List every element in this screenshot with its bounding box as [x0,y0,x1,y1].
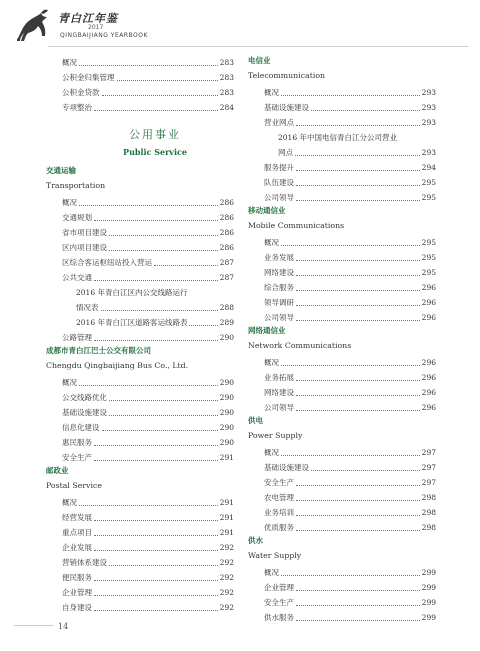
toc-entry[interactable]: 队伍建设 295 [264,178,436,187]
toc-entry[interactable]: 概况 297 [264,448,436,457]
toc-entry[interactable]: 公路管理 290 [62,333,234,342]
toc-entry[interactable]: 区综合客运枢纽站投入营运 287 [62,258,234,267]
section-title-en: Transportation [46,181,106,190]
section-title-en: Mobile Communications [248,221,345,230]
toc-entry[interactable]: 情况表 288 [76,303,234,312]
chapter-title-cn: 公用事业 [129,128,181,141]
toc-entry[interactable]: 农电管理 298 [264,493,436,502]
section-title-cn: 供电 [248,416,263,425]
toc-entry[interactable]: 公积金归集管理 283 [62,73,234,82]
yearbook-title-en: QINGBAIJIANG YEARBOOK [60,32,148,39]
toc-entry[interactable]: 企业发展 292 [62,543,234,552]
toc-entry[interactable]: 安全生产 297 [264,478,436,487]
section-title-en: Water Supply [248,551,302,560]
toc-entry[interactable]: 概况 299 [264,568,436,577]
toc-entry[interactable]: 综合服务 296 [264,283,436,292]
toc-entry[interactable]: 交通规划 286 [62,213,234,222]
section-title-en: Postal Service [46,481,102,490]
toc-entry[interactable]: 省市项目建设 286 [62,228,234,237]
toc-entry[interactable]: 基础设施建设 293 [264,103,436,112]
toc-entry[interactable]: 专项整治 284 [62,103,234,112]
toc-entry[interactable]: 信息化建设 290 [62,423,234,432]
toc-entry[interactable]: 服务提升 294 [264,163,436,172]
yearbook-title-cn: 青白江年鉴 [58,12,118,25]
toc-entry[interactable]: 公交线路优化 290 [62,393,234,402]
toc-entry[interactable]: 优质服务 298 [264,523,436,532]
section-title-en: Chengdu Qingbaijiang Bus Co., Ltd. [46,361,189,370]
toc-entry[interactable]: 经营发展 291 [62,513,234,522]
toc-entry[interactable]: 惠民服务 290 [62,438,234,447]
toc-entry[interactable]: 网络建设 296 [264,388,436,397]
toc-entry[interactable]: 公司领导 296 [264,313,436,322]
toc-entry[interactable]: 公司领导 296 [264,403,436,412]
toc-entry[interactable]: 区内项目建设 286 [62,243,234,252]
toc-entry[interactable]: 供水服务 299 [264,613,436,622]
toc-right-column [248,54,436,624]
toc-entry[interactable]: 领导调研 296 [264,298,436,307]
toc-entry[interactable]: 企业管理 292 [62,588,234,597]
toc-entry[interactable]: 安全生产 299 [264,598,436,607]
section-title-cn: 电信业 [248,56,271,65]
toc-left-column [46,54,234,614]
footer-divider [14,625,54,626]
toc-entry[interactable]: 公司领导 295 [264,193,436,202]
section-title-cn: 邮政业 [46,466,69,475]
toc-entry[interactable]: 营业网点 293 [264,118,436,127]
toc-table-title: 2016 年中国电信青白江分公司营业 [278,133,397,142]
horse-logo-icon [14,8,56,44]
toc-entry[interactable]: 业务培训 298 [264,508,436,517]
toc-entry[interactable]: 网点 293 [278,148,436,157]
toc-entry[interactable]: 概况 293 [264,88,436,97]
toc-entry[interactable]: 公积金贷款 283 [62,88,234,97]
toc-entry[interactable]: 业务发展 295 [264,253,436,262]
toc-entry[interactable]: 概况 286 [62,198,234,207]
toc-entry[interactable]: 概况 290 [62,378,234,387]
section-title-cn: 交通运输 [46,166,76,175]
page-number: 14 [58,622,69,631]
yearbook-header [14,8,214,48]
section-title-en: Network Communications [248,341,352,350]
toc-entry[interactable]: 2016 年青白江区道路客运线路表 289 [76,318,234,327]
header-divider [48,46,468,47]
toc-entry[interactable]: 概况 291 [62,498,234,507]
toc-entry[interactable]: 概况 295 [264,238,436,247]
section-title-cn: 成都市青白江巴士公交有限公司 [46,346,151,355]
toc-entry[interactable]: 自身建设 292 [62,603,234,612]
toc-table-title: 2016 年青白江区内公交线路运行 [76,288,188,297]
section-title-cn: 网络通信业 [248,326,286,335]
yearbook-year: 2017 [88,24,104,31]
toc-entry[interactable]: 业务拓展 296 [264,373,436,382]
toc-entry[interactable]: 概况 296 [264,358,436,367]
section-title-cn: 供水 [248,536,263,545]
toc-entry[interactable]: 概况 283 [62,58,234,67]
toc-entry[interactable]: 企业管理 299 [264,583,436,592]
toc-entry[interactable]: 营销体系建设 292 [62,558,234,567]
toc-entry[interactable]: 重点项目 291 [62,528,234,537]
section-title-cn: 移动通信业 [248,206,286,215]
toc-entry[interactable]: 网络建设 295 [264,268,436,277]
section-title-en: Power Supply [248,431,303,440]
toc-entry[interactable]: 基础设施建设 290 [62,408,234,417]
section-title-en: Telecommunication [248,71,326,80]
toc-entry[interactable]: 基础设施建设 297 [264,463,436,472]
toc-entry[interactable]: 安全生产 291 [62,453,234,462]
toc-entry[interactable]: 便民服务 292 [62,573,234,582]
chapter-title-en: Public Service [123,147,187,157]
toc-entry[interactable]: 公共交通 287 [62,273,234,282]
